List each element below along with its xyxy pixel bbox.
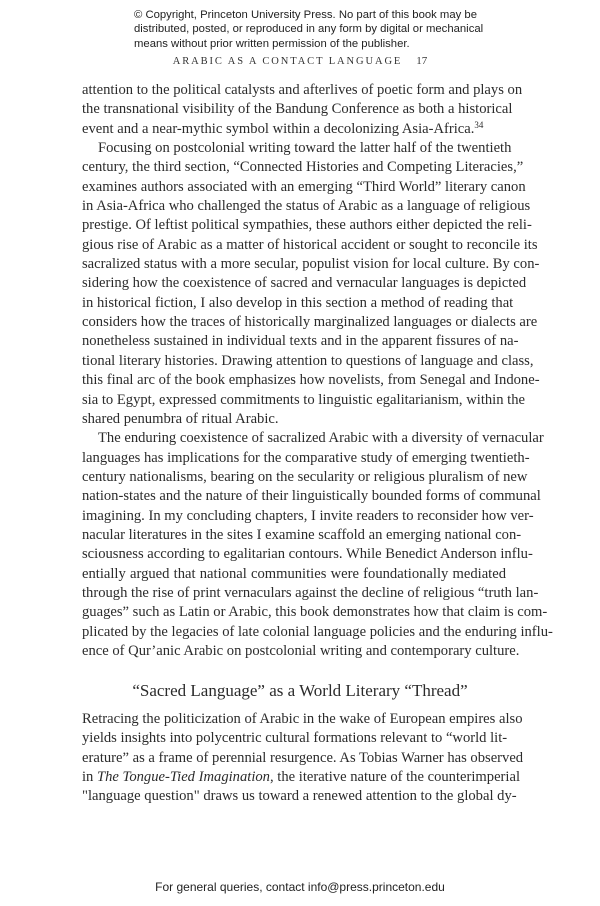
footnote-reference: 34 [474,119,484,130]
book-title: The Tongue-Tied Imagination [97,769,270,786]
text-line: The enduring coexistence of sacralized Arabic with a diversity of vernacular [98,430,544,447]
text-line: examines authors associated with an emerging “Third World” literary canon [82,178,526,195]
text-line: sidering how the coexistence of sacred and vernacular languages is depicted [82,275,527,292]
footer-contact: For general queries, contact info@press.princeton.edu [155,880,445,894]
text-line: languages has implications for the comparative study of emerging twentieth- [82,449,530,466]
text-line: through the rise of print vernaculars against the decline of religious “truth lan- [82,584,539,601]
section-heading: “Sacred Language” as a World Literary “Thread” [132,681,468,700]
text-line: nacular literatures in the sites I examine scaffold an emerging national con- [82,526,522,543]
text-line: attention to the political catalysts and afterlives of poetic form and plays on [82,82,523,98]
text-line: sia to Egypt, expressed commitments to linguistic egalitarianism, within the [82,391,526,408]
paragraph [82,81,523,139]
page-number: 17 [416,55,428,67]
running-head-title: ARABIC AS A CONTACT LANGUAGE [172,56,403,67]
text-line: in historical fiction, I also develop in this section a method of reading that [82,294,514,311]
text-line: plicated by the legacies of late colonial language policies and the enduring influ- [82,623,553,640]
text-line: nonetheless sustained in individual texts and in the apparent fissures of na- [82,333,519,350]
running-head [0,55,600,67]
text-line: in Asia-Africa who challenged the status of Arabic as a language of religious [82,198,531,215]
text-line: shared penumbra of ritual Arabic. [82,410,279,427]
text-line: guages” such as Latin or Arabic, this book demonstrates how that claim is com- [82,604,548,621]
section-2-body [82,710,524,807]
section-1-body [82,81,553,661]
text-line: sciousness according to egalitarian contours. While Benedict Anderson influ- [82,546,533,563]
text-line: yields insights into polycentric cultural formations relevant to “world lit- [82,730,508,747]
copyright-line: © Copyright, Princeton University Press. No part of this book may be [134,9,477,21]
paragraph [82,710,524,807]
text-line: century, the third section, “Connected Histories and Competing Literacies,” [82,159,524,176]
paragraph [82,139,540,429]
copyright-notice [134,8,494,51]
text-line: considers how the traces of historically marginalized languages or dialects are [82,314,538,331]
text-line: Focusing on postcolonial writing toward the latter half of the twentieth [98,140,512,157]
text-line: tional literary histories. Drawing attention to questions of language and class, [82,352,534,369]
text-line: nation-states and the nature of their linguistically bounded forms of communal [82,488,541,505]
text-line: in The Tongue-Tied Imagination, the iterative nature of the counterimperial [82,769,520,786]
text-line: the transnational visibility of the Bandung Conference as both a historical [82,101,513,118]
text-line: Retracing the politicization of Arabic in the wake of European empires also [82,711,523,727]
text-line: prestige. Of leftist political sympathies, these authors either depicted the reli- [82,217,532,234]
text-line: gious rise of Arabic as a matter of historical accident or sought to reconcile its [82,236,538,253]
text-line: ence of Qur’anic Arabic on postcolonial writing and contemporary culture. [82,642,520,659]
text-line: century nationalisms, bearing on the secularity or religious pluralism of new [82,468,528,485]
text-line: entially argued that national communities were foundationally mediated [82,565,506,582]
text-line: event and a near-mythic symbol within a decolonizing Asia-Africa.$^{34}$ [82,119,484,137]
text-line: imagining. In my concluding chapters, I invite readers to reconsider how ver- [82,507,534,524]
text-line: erature” as a frame of perennial resurgence. As Tobias Warner has observed [82,749,524,766]
copyright-line: distributed, posted, or reproduced in any form by digital or mechanical [134,23,484,36]
text-line: "language question" draws us toward a renewed attention to the global dy- [82,788,517,805]
text-line: sacralized status with a more secular, populist vision for local culture. By con- [82,256,540,273]
text-line: this final arc of the book emphasizes how novelists, from Senegal and Indone- [82,372,540,389]
copyright-line: means without prior written permission of the publisher. [134,37,410,50]
paragraph [82,429,553,661]
